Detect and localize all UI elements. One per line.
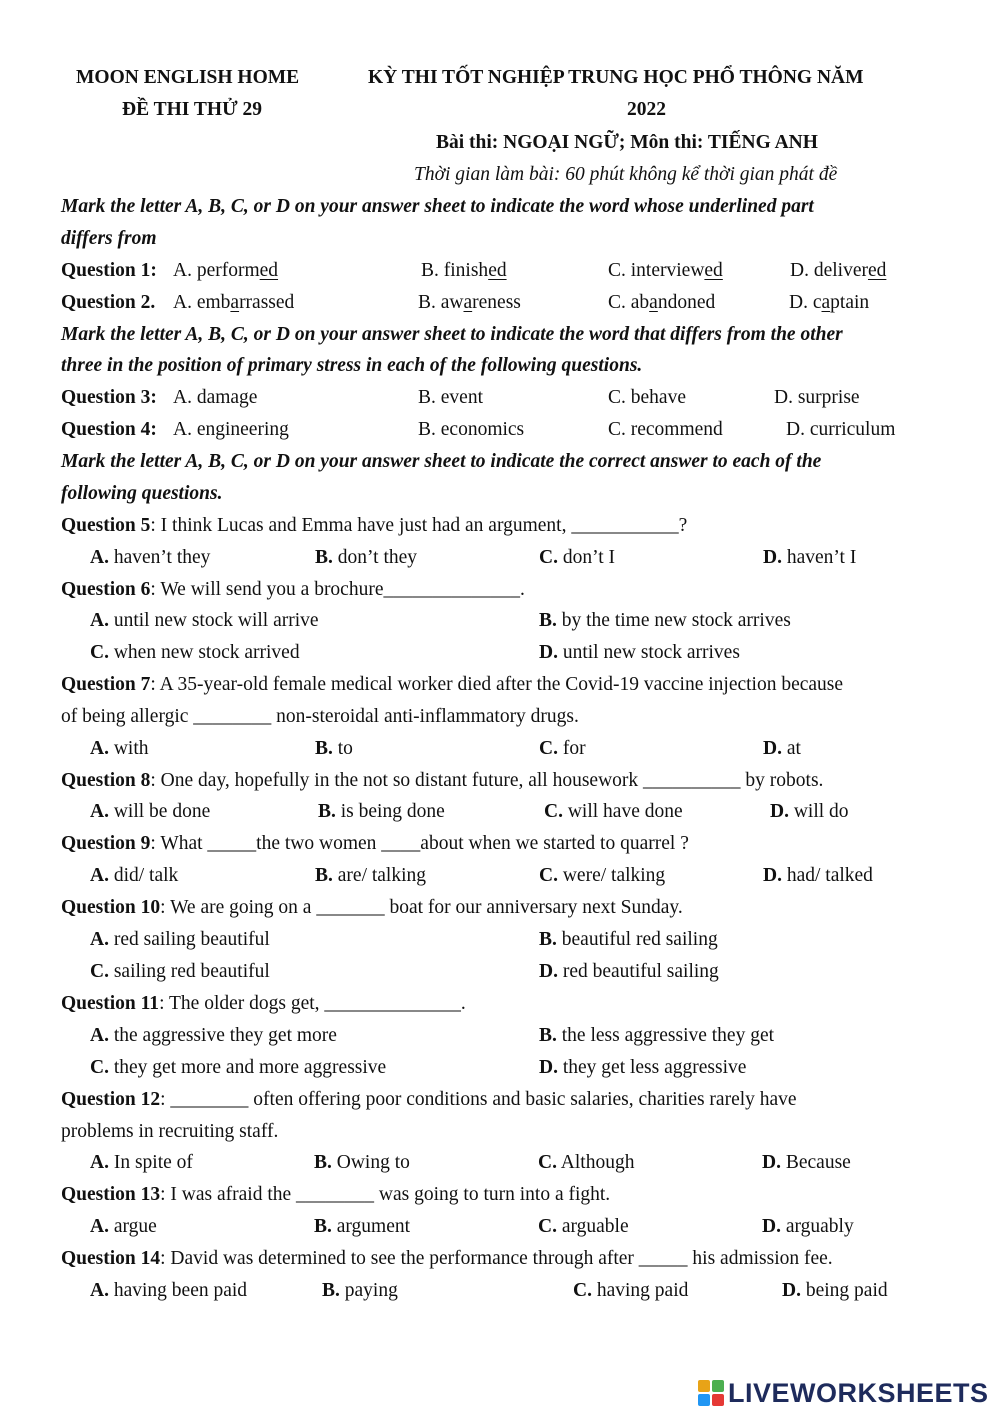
question-12-option-b[interactable]: B. Owing to [314, 1152, 410, 1173]
question-11-stem: Question 11: The older dogs get, ______________. [61, 993, 466, 1014]
school-name: MOON ENGLISH HOME [76, 67, 300, 88]
question-10-option-d[interactable]: D. red beautiful sailing [539, 961, 719, 982]
question-9-option-c[interactable]: C. were/ talking [539, 865, 666, 886]
liveworksheets-logo-text: LIVEWORKSHEETS [728, 1377, 989, 1408]
question-11-option-b[interactable]: B. the less aggressive they get [539, 1025, 775, 1046]
question-7-option-b[interactable]: B. to [315, 738, 353, 759]
question-14-stem: Question 14: David was determined to see the performance through after _____ his admission fee. [61, 1248, 833, 1269]
question-12-stem-cont: problems in recruiting staff. [61, 1121, 279, 1142]
question-13-option-a[interactable]: A. argue [90, 1216, 157, 1237]
liveworksheets-logo [698, 1376, 989, 1410]
question-3-option-a[interactable]: A. damage [173, 387, 258, 408]
question-3-option-b[interactable]: B. event [418, 387, 483, 408]
question-11-option-c[interactable]: C. they get more and more aggressive [90, 1057, 387, 1078]
exam-year: 2022 [627, 99, 666, 120]
question-9-option-b[interactable]: B. are/ talking [315, 865, 427, 886]
question-9-option-a[interactable]: A. did/ talk [90, 865, 179, 886]
question-7-stem: Question 7: A 35-year-old female medical worker died after the Covid-19 vaccine injection because [61, 674, 844, 695]
question-10-option-b[interactable]: B. beautiful red sailing [539, 929, 718, 950]
question-13-option-d[interactable]: D. arguably [762, 1216, 854, 1237]
instruction-pronunciation-cont: differs from [61, 228, 157, 249]
question-5-option-c[interactable]: C. don’t I [539, 547, 616, 568]
exam-subject: Bài thi: NGOẠI NGỮ; Môn thi: TIẾNG ANH [436, 132, 818, 153]
question-4-option-a[interactable]: A. engineering [173, 419, 289, 440]
instruction-grammar-cont: following questions. [61, 483, 223, 504]
question-4-option-b[interactable]: B. economics [418, 419, 525, 440]
question-10-option-a[interactable]: A. red sailing beautiful [90, 929, 270, 950]
question-1-label: Question 1: [61, 260, 157, 281]
question-1-option-a[interactable]: A. performed [173, 260, 279, 281]
question-7-option-d[interactable]: D. at [763, 738, 801, 759]
question-1-option-d[interactable]: D. delivered [790, 260, 887, 281]
question-1-option-b[interactable]: B. finished [421, 260, 507, 281]
question-3-label: Question 3: [61, 387, 157, 408]
question-14-option-d[interactable]: D. being paid [782, 1280, 888, 1301]
question-12-stem: Question 12: ________ often offering poor conditions and basic salaries, charities rarely have [61, 1089, 797, 1110]
question-1-option-c[interactable]: C. interviewed [608, 260, 723, 281]
question-7-stem-cont: of being allergic ________ non-steroidal anti-inflammatory drugs. [61, 706, 579, 727]
question-14-option-a[interactable]: A. having been paid [90, 1280, 248, 1301]
instruction-stress: Mark the letter A, B, C, or D on your answer sheet to indicate the word that differs from the other [61, 324, 843, 345]
question-2-option-b[interactable]: B. awareness [418, 292, 521, 313]
exam-time: Thời gian làm bài: 60 phút không kể thời gian phát đề [414, 164, 838, 185]
instruction-stress-cont: three in the position of primary stress in each of the following questions. [61, 355, 643, 376]
question-14-option-c[interactable]: C. having paid [573, 1280, 689, 1301]
question-8-option-b[interactable]: B. is being done [318, 801, 445, 822]
question-3-option-d[interactable]: D. surprise [774, 387, 860, 408]
question-2-label: Question 2. [61, 292, 156, 313]
question-11-option-d[interactable]: D. they get less aggressive [539, 1057, 747, 1078]
question-13-option-c[interactable]: C. arguable [538, 1216, 629, 1237]
question-10-option-c[interactable]: C. sailing red beautiful [90, 961, 270, 982]
question-6-stem: Question 6: We will send you a brochure______________. [61, 579, 525, 600]
question-13-option-b[interactable]: B. argument [314, 1216, 411, 1237]
question-8-option-d[interactable]: D. will do [770, 801, 849, 822]
question-6-option-d[interactable]: D. until new stock arrives [539, 642, 740, 663]
question-14-option-b[interactable]: B. paying [322, 1280, 398, 1301]
question-8-stem: Question 8: One day, hopefully in the not so distant future, all housework __________ by robots. [61, 770, 824, 791]
question-11-option-a[interactable]: A. the aggressive they get more [90, 1025, 337, 1046]
question-5-option-a[interactable]: A. haven’t they [90, 547, 211, 568]
question-12-option-d[interactable]: D. Because [762, 1152, 851, 1173]
question-8-option-c[interactable]: C. will have done [544, 801, 683, 822]
question-9-option-d[interactable]: D. had/ talked [763, 865, 873, 886]
question-7-option-c[interactable]: C. for [539, 738, 586, 759]
question-3-option-c[interactable]: C. behave [608, 387, 686, 408]
exam-title: KỲ THI TỐT NGHIỆP TRUNG HỌC PHỔ THÔNG NĂM [368, 67, 864, 88]
trial-exam-number: ĐỀ THI THỬ 29 [122, 99, 262, 120]
question-2-option-c[interactable]: C. abandoned [608, 292, 716, 313]
question-2-option-a[interactable]: A. embarrassed [173, 292, 295, 313]
question-6-option-a[interactable]: A. until new stock will arrive [90, 610, 319, 631]
instruction-grammar: Mark the letter A, B, C, or D on your answer sheet to indicate the correct answer to each of the [61, 451, 822, 472]
question-5-option-b[interactable]: B. don’t they [315, 547, 418, 568]
liveworksheets-logo-icon [698, 1380, 724, 1406]
question-4-label: Question 4: [61, 419, 157, 440]
question-7-option-a[interactable]: A. with [90, 738, 149, 759]
question-4-option-d[interactable]: D. curriculum [786, 419, 896, 440]
instruction-pronunciation: Mark the letter A, B, C, or D on your answer sheet to indicate the word whose underlined part [61, 196, 814, 217]
question-13-stem: Question 13: I was afraid the ________ was going to turn into a fight. [61, 1184, 611, 1205]
question-5-stem: Question 5: I think Lucas and Emma have just had an argument, ___________? [61, 515, 688, 536]
question-5-option-d[interactable]: D. haven’t I [763, 547, 857, 568]
question-9-stem: Question 9: What _____the two women ____about when we started to quarrel ? [61, 833, 689, 854]
question-2-option-d[interactable]: D. captain [789, 292, 870, 313]
question-6-option-b[interactable]: B. by the time new stock arrives [539, 610, 791, 631]
question-12-option-a[interactable]: A. In spite of [90, 1152, 193, 1173]
question-6-option-c[interactable]: C. when new stock arrived [90, 642, 300, 663]
question-8-option-a[interactable]: A. will be done [90, 801, 211, 822]
question-12-option-c[interactable]: C. Although [538, 1152, 635, 1173]
question-10-stem: Question 10: We are going on a _______ boat for our anniversary next Sunday. [61, 897, 683, 918]
question-4-option-c[interactable]: C. recommend [608, 419, 723, 440]
